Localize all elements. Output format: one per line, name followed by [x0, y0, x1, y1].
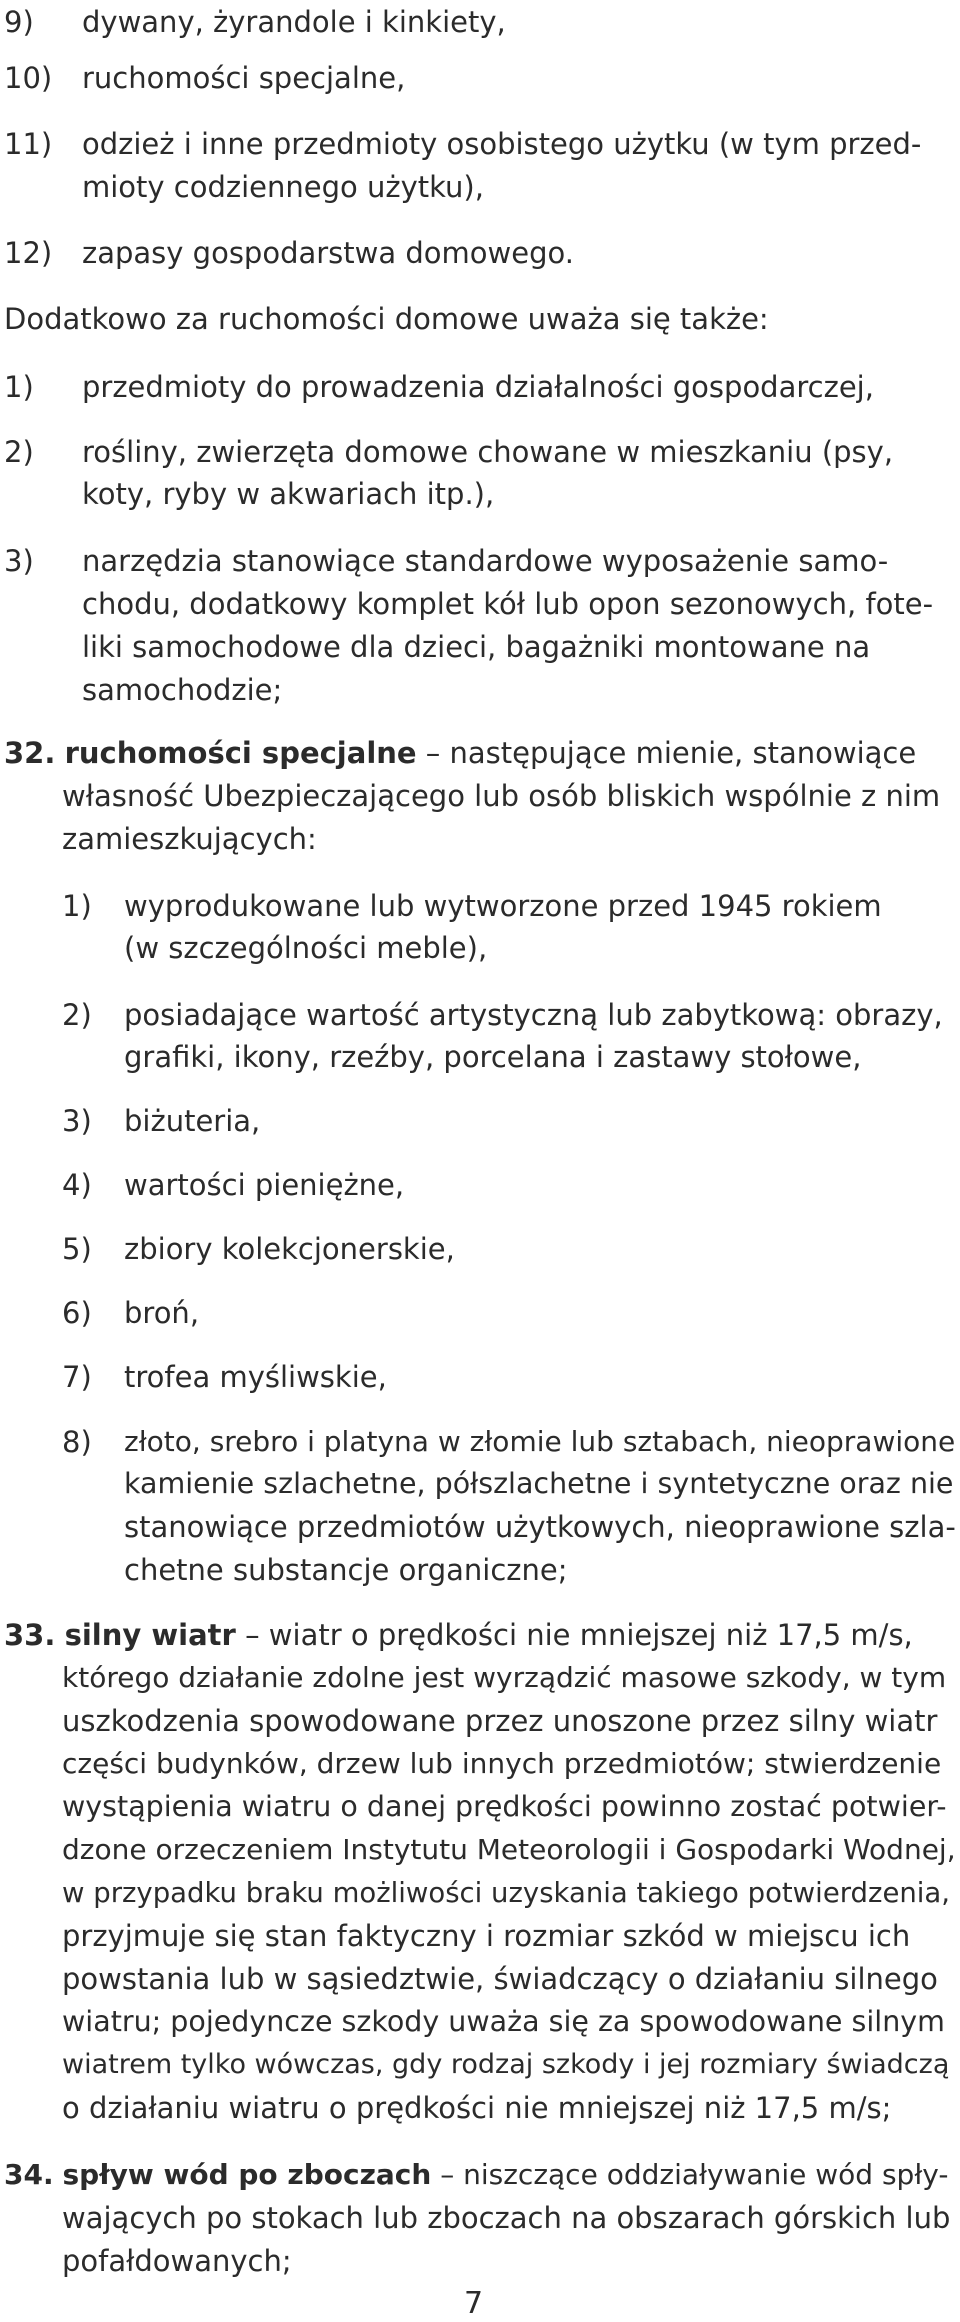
definition-text: w przypadku braku możliwości uzyskania takiego potwierdzenia,	[62, 1877, 951, 1909]
definition-text: uszkodzenia spowodowane przez unoszone przez silny wiatr	[62, 1704, 938, 1738]
list-item-text: przedmioty do prowadzenia działalności gospodarczej,	[82, 370, 874, 404]
list-item-text: samochodzie;	[82, 673, 283, 707]
page-number: 7	[464, 2286, 484, 2321]
list-number: 12)	[4, 236, 53, 270]
list-number: 8)	[62, 1425, 92, 1459]
definition-text: dzone orzeczeniem Instytutu Meteorologii i Gospodarki Wodnej,	[62, 1833, 956, 1866]
list-number: 2)	[62, 998, 92, 1032]
list-item-text: (w szczególności meble),	[124, 931, 488, 965]
list-item-text: odzież i inne przedmioty osobistego użytku (w tym przed-	[82, 127, 922, 161]
definition-text: wiatrem tylko wówczas, gdy rodzaj szkody i jej rozmiary świadczą	[62, 2049, 950, 2080]
definition-number: 33.	[4, 1618, 56, 1652]
definition-term: spływ wód po zboczach	[62, 2158, 432, 2191]
list-number: 4)	[62, 1168, 92, 1202]
list-number: 6)	[62, 1296, 92, 1330]
list-number: 9)	[4, 5, 34, 39]
list-item-text: koty, ryby w akwariach itp.),	[82, 477, 495, 511]
definition-text: pofałdowanych;	[62, 2244, 292, 2278]
definition-text: o działaniu wiatru o prędkości nie mniejszej niż 17,5 m/s;	[62, 2091, 892, 2125]
list-item-text: wyprodukowane lub wytworzone przed 1945 rokiem	[124, 889, 882, 923]
list-item-text: ruchomości specjalne,	[82, 61, 406, 95]
definition-first-line	[4, 733, 916, 773]
list-item-text: zapasy gospodarstwa domowego.	[82, 236, 574, 270]
list-item-text: grafiki, ikony, rzeźby, porcelana i zastawy stołowe,	[124, 1040, 862, 1074]
definition-text: – następujące mienie, stanowiące	[416, 736, 917, 770]
definition-first-line	[4, 2155, 948, 2195]
list-item-text: wartości pieniężne,	[124, 1168, 405, 1202]
definition-term: silny wiatr	[64, 1618, 236, 1652]
list-item-text: kamienie szlachetne, półszlachetne i syntetyczne oraz nie	[124, 1467, 954, 1500]
list-number: 10)	[4, 61, 53, 95]
list-item-text: liki samochodowe dla dzieci, bagażniki montowane na	[82, 630, 871, 664]
list-item-text: mioty codziennego użytku),	[82, 170, 484, 204]
list-item-text: biżuteria,	[124, 1104, 261, 1138]
definition-text: wających po stokach lub zboczach na obszarach górskich lub	[62, 2201, 951, 2235]
paragraph-intro: Dodatkowo za ruchomości domowe uważa się także:	[4, 302, 769, 336]
list-item-text: stanowiące przedmiotów użytkowych, nieoprawione szla-	[124, 1510, 956, 1544]
definition-text: wystąpienia wiatru o danej prędkości powinno zostać potwier-	[62, 1790, 947, 1823]
definition-text: przyjmuje się stan faktyczny i rozmiar szkód w miejscu ich	[62, 1919, 911, 1953]
definition-text: własność Ubezpieczającego lub osób bliskich wspólnie z nim	[62, 779, 941, 813]
list-item-text: dywany, żyrandole i kinkiety,	[82, 5, 506, 39]
list-item-text: rośliny, zwierzęta domowe chowane w mieszkaniu (psy,	[82, 435, 894, 469]
definition-text: – niszczące oddziaływanie wód spły-	[431, 2158, 949, 2191]
list-number: 3)	[4, 544, 34, 578]
definition-text: którego działanie zdolne jest wyrządzić masowe szkody, w tym	[62, 1661, 947, 1694]
list-item-text: narzędzia stanowiące standardowe wyposażenie samo-	[82, 544, 889, 578]
definition-text: zamieszkujących:	[62, 822, 317, 856]
list-number: 5)	[62, 1232, 92, 1266]
definition-text: powstania lub w sąsiedztwie, świadczący o działaniu silnego	[62, 1962, 938, 1996]
list-item-text: zbiory kolekcjonerskie,	[124, 1232, 455, 1266]
list-item-text: posiadające wartość artystyczną lub zabytkową: obrazy,	[124, 998, 943, 1032]
list-item-text: chetne substancje organiczne;	[124, 1553, 568, 1587]
list-item-text: trofea myśliwskie,	[124, 1360, 387, 1394]
definition-text: wiatru; pojedyncze szkody uważa się za spowodowane silnym	[62, 2005, 945, 2038]
list-number: 2)	[4, 435, 34, 469]
definition-number: 32.	[4, 736, 56, 770]
list-number: 1)	[4, 370, 34, 404]
definition-first-line	[4, 1615, 913, 1655]
definition-text: – wiatr o prędkości nie mniejszej niż 17,5 m/s,	[235, 1618, 913, 1652]
list-number: 3)	[62, 1104, 92, 1138]
list-item-text: złoto, srebro i platyna w złomie lub sztabach, nieoprawione	[124, 1425, 956, 1458]
list-item-text: broń,	[124, 1296, 200, 1330]
list-number: 7)	[62, 1360, 92, 1394]
definition-term: ruchomości specjalne	[64, 736, 417, 770]
definition-text: części budynków, drzew lub innych przedmiotów; stwierdzenie	[62, 1747, 942, 1780]
list-number: 1)	[62, 889, 92, 923]
definition-number: 34.	[4, 2158, 54, 2191]
list-item-text: chodu, dodatkowy komplet kół lub opon sezonowych, fote-	[82, 587, 934, 621]
list-number: 11)	[4, 127, 53, 161]
